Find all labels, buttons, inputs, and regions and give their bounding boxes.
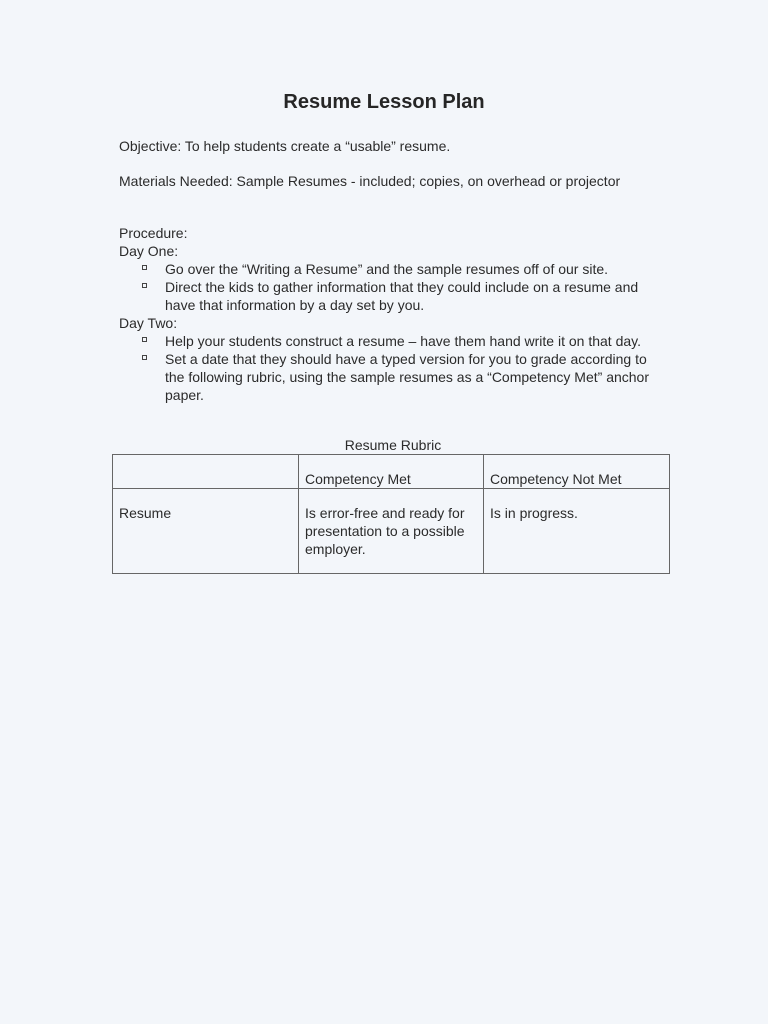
procedure-section — [119, 224, 659, 404]
day-two-label: Day Two: — [119, 315, 178, 331]
page-title: Resume Lesson Plan — [283, 91, 485, 113]
procedure-heading: Procedure: — [119, 225, 188, 241]
materials-text: Materials Needed: Sample Resumes - included; copies, on overhead or projector — [119, 173, 621, 189]
square-bullet-icon — [142, 337, 147, 342]
cell-not-met: Is in progress. — [484, 489, 670, 574]
day-two-list — [119, 332, 659, 404]
cell-met: Is error-free and ready for presentation to a possible employer. — [299, 489, 484, 574]
square-bullet-icon — [142, 283, 147, 288]
header-cell-competency-met: Competency Met — [299, 455, 484, 489]
rubric-caption: Resume Rubric — [344, 437, 442, 453]
square-bullet-icon — [142, 355, 147, 360]
row-label-resume: Resume — [113, 489, 299, 574]
header-cell-empty — [113, 455, 299, 489]
header-cell-competency-not-met: Competency Not Met — [484, 455, 670, 489]
square-bullet-icon — [142, 265, 147, 270]
objective-text: Objective: To help students create a “usable” resume. — [119, 138, 451, 154]
table-header-row — [113, 455, 670, 489]
list-item: Direct the kids to gather information that they could include on a resume and have that information by a day set by you. — [146, 278, 659, 314]
day-one-label: Day One: — [119, 243, 179, 259]
list-item: Help your students construct a resume – have them hand write it on that day. — [146, 332, 659, 350]
list-item: Go over the “Writing a Resume” and the sample resumes off of our site. — [146, 260, 659, 278]
table-row — [113, 489, 670, 574]
day-one-list — [119, 260, 659, 314]
rubric-table — [112, 454, 670, 574]
list-item: Set a date that they should have a typed version for you to grade according to the following rubric, using the sample resumes as a “Competency Met” anchor paper. — [146, 350, 659, 404]
